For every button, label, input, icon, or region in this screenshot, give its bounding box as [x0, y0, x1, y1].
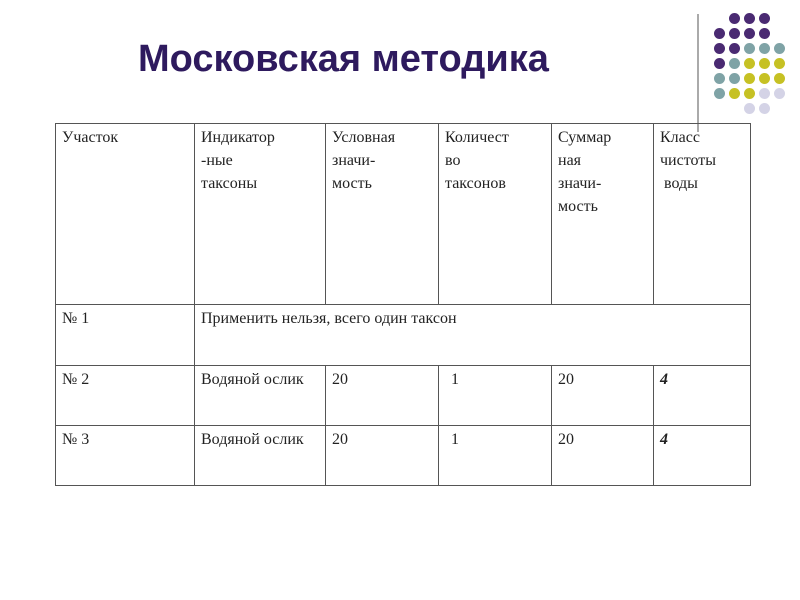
cell-total-significance: 20: [552, 426, 654, 486]
decor-dot: [759, 73, 770, 84]
decor-dot: [714, 58, 725, 69]
header-cell-site: Участок: [56, 124, 195, 305]
decor-dot: [759, 58, 770, 69]
table-row: [56, 366, 751, 426]
decor-dot: [729, 28, 740, 39]
header-cell-taxa-count: Количест во таксонов: [439, 124, 552, 305]
decor-dot: [744, 58, 755, 69]
table-row: [56, 305, 751, 366]
decor-dot: [729, 73, 740, 84]
decor-dot: [759, 43, 770, 54]
decor-dot: [774, 73, 785, 84]
table-row: [56, 426, 751, 486]
cell-site: № 1: [56, 305, 195, 366]
decor-dot: [729, 88, 740, 99]
cell-conditional-significance: 20: [326, 366, 439, 426]
decor-dot: [744, 103, 755, 114]
decor-dot: [759, 88, 770, 99]
decor-dot: [714, 43, 725, 54]
decor-dot: [714, 88, 725, 99]
slide-title: Московская методика: [138, 38, 549, 80]
decor-dot: [744, 13, 755, 24]
cell-water-class: 4: [654, 366, 751, 426]
decor-divider-line: [697, 14, 699, 132]
decor-dot: [729, 58, 740, 69]
cell-water-class: 4: [654, 426, 751, 486]
decor-dot: [774, 88, 785, 99]
cell-taxon: Водяной ослик: [195, 426, 326, 486]
decor-dot: [729, 43, 740, 54]
data-table: [55, 123, 751, 486]
table-header-row: [56, 124, 751, 305]
cell-site: № 3: [56, 426, 195, 486]
decor-dot: [744, 43, 755, 54]
cell-conditional-significance: 20: [326, 426, 439, 486]
decor-dot: [759, 13, 770, 24]
header-cell-total-significance: Суммар ная значи- мость: [552, 124, 654, 305]
cell-taxon: Водяной ослик: [195, 366, 326, 426]
cell-taxa-count: 1: [439, 366, 552, 426]
cell-total-significance: 20: [552, 366, 654, 426]
cell-note: Применить нельзя, всего один таксон: [195, 305, 751, 366]
decor-dot: [774, 43, 785, 54]
header-cell-water-class: Класс чистоты воды: [654, 124, 751, 305]
decor-dot: [744, 28, 755, 39]
decor-dot: [714, 28, 725, 39]
cell-site: № 2: [56, 366, 195, 426]
cell-taxa-count: 1: [439, 426, 552, 486]
decor-dot: [729, 13, 740, 24]
header-cell-indicator-taxa: Индикатор -ные таксоны: [195, 124, 326, 305]
decor-dot: [774, 58, 785, 69]
decor-dot: [744, 88, 755, 99]
header-cell-conditional-significance: Условная значи- мость: [326, 124, 439, 305]
decor-dot: [759, 28, 770, 39]
decor-dot: [759, 103, 770, 114]
decor-dot: [744, 73, 755, 84]
decor-dot: [714, 73, 725, 84]
